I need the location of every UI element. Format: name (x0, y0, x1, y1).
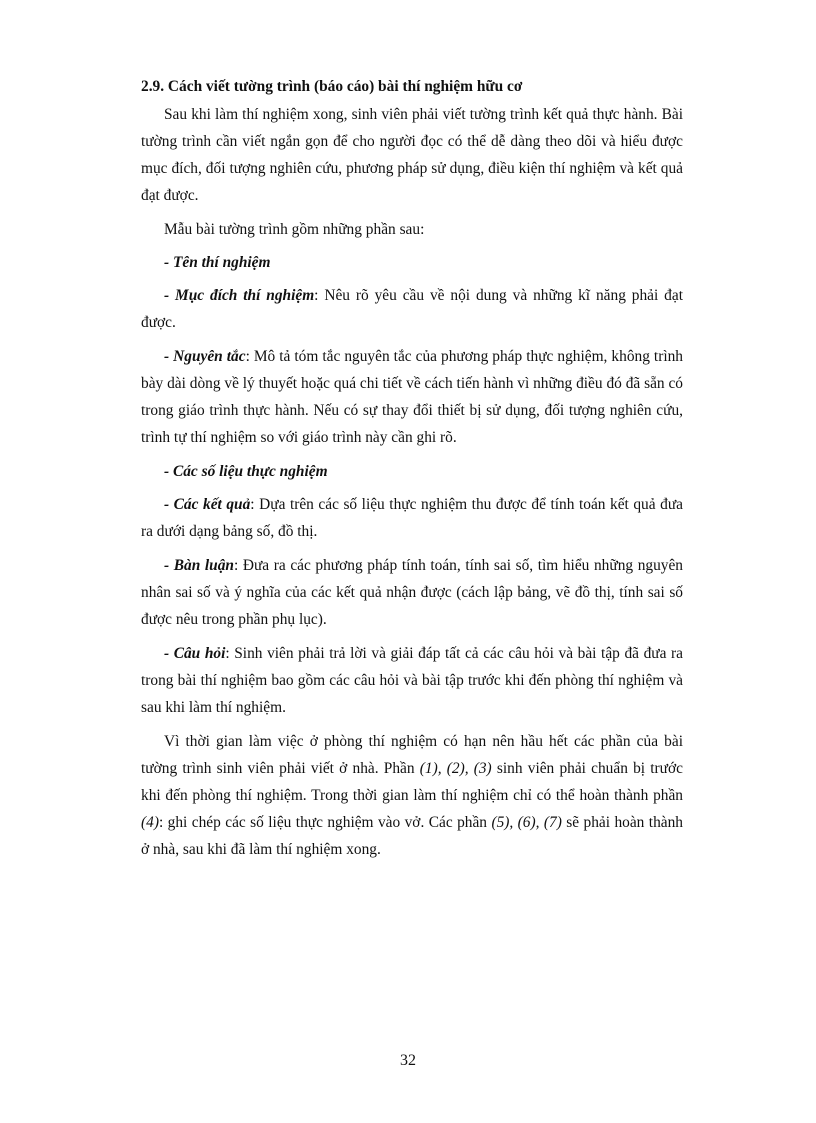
item-label: - Câu hỏi (164, 645, 226, 662)
closing-paragraph (141, 728, 683, 863)
item-ban-luan (141, 552, 683, 633)
template-intro: Mẫu bài tường trình gồm những phần sau: (164, 221, 425, 238)
item-text: : Dựa trên các số liệu thực nghiệm thu được để tính toán kết quả đưa ra dưới dạng bảng số, đồ thị. (141, 496, 683, 540)
item-text: : Đưa ra các phương pháp tính toán, tính sai số, tìm hiểu những nguyên nhân sai số và ý nghĩa của các kết quả nhận được (cách lập bảng, vẽ đồ thị, tính sai số được nêu trong phần phụ lục). (141, 557, 684, 628)
item-label: - Mục đích thí nghiệm (164, 287, 315, 304)
item-text: : Nêu rõ yêu cầu về nội dung và những kĩ năng phải đạt được. (141, 287, 683, 331)
section-title: 2.9. Cách viết tường trình (báo cáo) bài thí nghiệm hữu cơ (141, 78, 523, 95)
closing-text: Vì thời gian làm việc ở phòng thí nghiệm có hạn nên hầu hết các phần của bài tường trình sinh viên phải viết ở nhà. Phần (141, 733, 683, 777)
part-reference: (4) (141, 814, 159, 831)
item-muc-dich (141, 282, 683, 336)
item-label: - Bàn luận (164, 557, 234, 574)
item-cau-hoi (141, 640, 683, 721)
item-ten-thi-nghiem (141, 249, 683, 276)
item-text: : Sinh viên phải trả lời và giải đáp tất cả các câu hỏi và bài tập đã đưa ra trong bài thí nghiệm bao gồm các câu hỏi và bài tập trước khi đến phòng thí nghiệm và sau khi làm thí nghiệm. (141, 645, 683, 716)
closing-text: sinh viên phải chuẩn bị trước khi đến phòng thí nghiệm. Trong thời gian làm thí nghiệm chỉ có thể hoàn thành phần (141, 760, 683, 804)
item-nguyen-tac (141, 343, 683, 451)
item-ket-qua (141, 491, 683, 545)
page-number: 32 (400, 1052, 416, 1069)
item-so-lieu (141, 458, 683, 485)
intro-paragraph: Sau khi làm thí nghiệm xong, sinh viên phải viết tường trình kết quả thực hành. Bài tường trình cần viết ngắn gọn để cho người đọc có thể dễ dàng theo dõi và hiểu được mục đích, đối tượng nghiên cứu, phương pháp sử dụng, điều kiện thí nghiệm và kết quả đạt được. (141, 106, 683, 204)
part-reference: (5), (6), (7) (491, 814, 562, 831)
page-content (141, 73, 683, 870)
item-label: - Nguyên tắc (164, 348, 246, 365)
item-label: - Các số liệu thực nghiệm (164, 463, 328, 480)
item-label: - Các kết quả (164, 496, 251, 513)
closing-text: sẽ phải hoàn thành ở nhà, sau khi đã làm thí nghiệm xong. (141, 814, 683, 858)
item-label: - Tên thí nghiệm (164, 254, 271, 271)
item-text: : Mô tả tóm tắc nguyên tắc của phương pháp thực nghiệm, không trình bày dài dòng về lý thuyết hoặc quá chi tiết về cách tiến hành vì những điều đó đã sẵn có trong giáo trình thực hành. Nếu có sự thay đổi thiết bị sử dụng, đối tượng nghiên cứu, trình tự thí nghiệm so với giáo trình này cần ghi rõ. (141, 348, 683, 446)
part-reference: (1), (2), (3) (419, 760, 492, 777)
closing-text: : ghi chép các số liệu thực nghiệm vào vở. Các phần (158, 814, 492, 831)
